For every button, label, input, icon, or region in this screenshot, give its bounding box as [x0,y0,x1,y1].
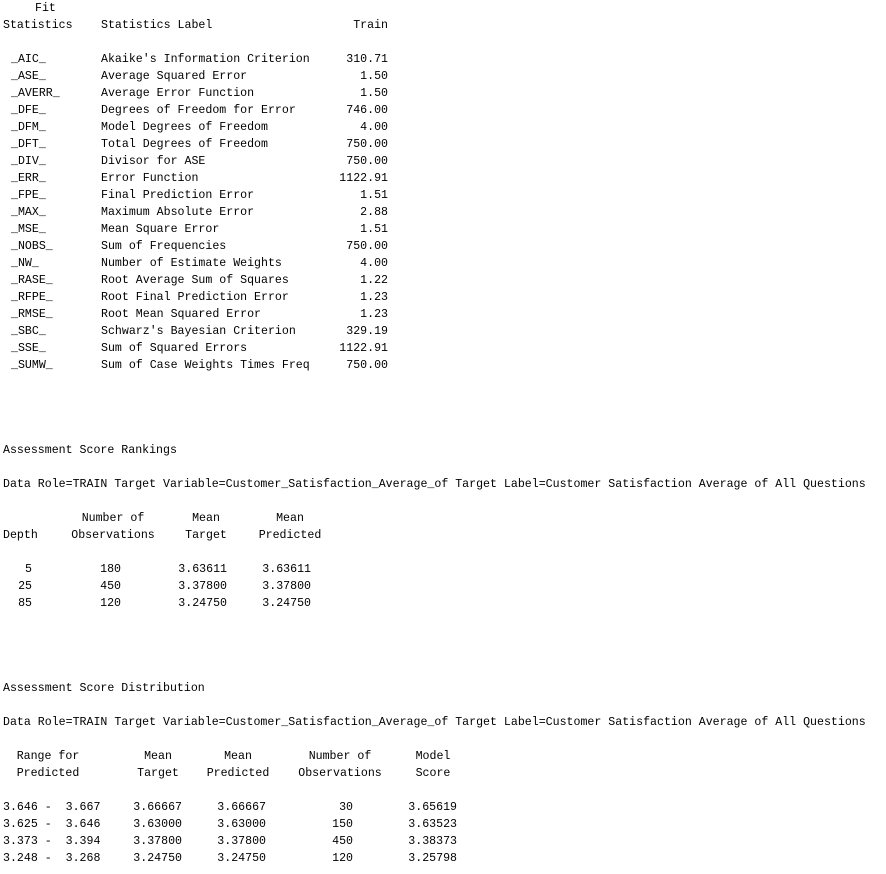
fit-stat-name: _RFPE_ [11,291,53,304]
rankings-depth-value: 5 [25,563,32,576]
fit-stat-name: _NOBS_ [11,240,53,253]
fit-stat-name: _SUMW_ [11,359,53,372]
fit-stat-name: _ASE_ [11,70,46,83]
fit-stat-label: Sum of Squared Errors [101,342,248,355]
dist-mean-target-header: Mean [144,750,172,763]
fit-stat-train-value: 1122.91 [339,172,388,185]
dist-score-value: 3.25798 [408,852,457,865]
dist-mean-pred-value: 3.24750 [217,852,266,865]
fit-stat-train-value: 750.00 [346,359,388,372]
distribution-header-line2 [3,765,451,782]
fit-stat-label: Sum of Case Weights Times Freq [101,359,310,372]
fit-stat-train-value: 1.23 [360,291,388,304]
fit-stat-name: _AIC_ [11,53,46,66]
rankings-header-line1 [3,510,304,527]
dist-score-value: 3.65619 [408,801,457,814]
rankings-mean-pred-value: 3.63611 [262,563,311,576]
distribution-header-line1 [3,748,451,765]
dist-range-header: Range for [16,750,80,763]
rankings-mean-pred-header: Mean [276,512,304,525]
fit-stat-label: Average Squared Error [101,70,248,83]
fit-stat-name: _SBC_ [11,325,46,338]
rankings-depth-value: 25 [18,580,32,593]
fit-label-header: Statistics Label [101,19,213,32]
rankings-depth-header: Depth [3,529,38,542]
dist-score-value: 3.63523 [408,818,457,831]
fit-stat-label: Root Mean Squared Error [101,308,262,321]
rankings-header-line2 [3,527,322,544]
rankings-data-role [3,476,866,493]
fit-stat-label: Error Function [101,172,199,185]
dist-mean-target-value: 3.24750 [133,852,182,865]
fit-stat-label: Schwarz's Bayesian Criterion [101,325,296,338]
dist-range-header: Predicted [16,767,80,780]
dist-mean-target-value: 3.37800 [133,835,182,848]
rankings-obs-value: 180 [100,563,121,576]
fit-stat-train-value: 1.23 [360,308,388,321]
fit-stat-train-value: 1.51 [360,189,388,202]
rankings-mean-target-value: 3.37800 [178,580,227,593]
dist-score-header: Model [415,750,451,763]
fit-stat-train-value: 2.88 [360,206,388,219]
fit-stat-label: Model Degrees of Freedom [101,121,268,134]
fit-train-header: Train [353,19,388,32]
fit-stat-label: Total Degrees of Freedom [101,138,268,151]
rankings-data-role-text: Data Role=TRAIN Target Variable=Customer_Satisfaction_Average_of Target Label=Customer Satisfaction Average of All Questions [3,478,866,491]
dist-mean-pred-value: 3.63000 [217,818,266,831]
rankings-depth-value: 85 [18,597,32,610]
dist-mean-pred-header: Mean [224,750,252,763]
fit-stat-header: Statistics [3,19,73,32]
dist-mean-target-value: 3.63000 [133,818,182,831]
fit-stat-name: _DFM_ [11,121,46,134]
rankings-mean-pred-header: Predicted [258,529,322,542]
dist-mean-pred-value: 3.37800 [217,835,266,848]
dist-range-value: 3.625 - 3.646 [3,818,101,831]
fit-stat-name: _MSE_ [11,223,46,236]
fit-stat-label: Akaike's Information Criterion [101,53,310,66]
fit-stat-label: Average Error Function [101,87,255,100]
rankings-mean-pred-value: 3.37800 [262,580,311,593]
dist-range-value: 3.646 - 3.667 [3,801,101,814]
fit-stat-label: Maximum Absolute Error [101,206,255,219]
fit-stat-name: _DIV_ [11,155,46,168]
fit-stat-name: _DFE_ [11,104,46,117]
distribution-data-role [3,714,866,731]
fit-stat-label: Divisor for ASE [101,155,206,168]
fit-stat-train-value: 1.22 [360,274,388,287]
rankings-mean-pred-value: 3.24750 [262,597,311,610]
dist-obs-value: 120 [332,852,353,865]
rankings-obs-header: Number of [81,512,145,525]
dist-range-value: 3.248 - 3.268 [3,852,101,865]
rankings-obs-header: Observations [71,529,155,542]
fit-stat-label: Final Prediction Error [101,189,255,202]
rankings-title-text: Assessment Score Rankings [3,444,177,457]
distribution-title-text: Assessment Score Distribution [3,682,205,695]
fit-stat-train-value: 1.50 [360,70,388,83]
fit-stat-train-value: 329.19 [346,325,388,338]
rankings-mean-target-value: 3.63611 [178,563,227,576]
rankings-obs-value: 120 [100,597,121,610]
dist-mean-target-value: 3.66667 [133,801,182,814]
rankings-title [3,442,177,459]
fit-stat-train-value: 4.00 [360,257,388,270]
dist-obs-header: Number of [308,750,372,763]
dist-obs-value: 450 [332,835,353,848]
fit-stat-label: Mean Square Error [101,223,220,236]
fit-stat-label: Root Final Prediction Error [101,291,289,304]
rankings-mean-target-header: Mean [192,512,220,525]
fit-stat-label: Root Average Sum of Squares [101,274,289,287]
fit-stat-train-value: 746.00 [346,104,388,117]
fit-stat-train-value: 310.71 [346,53,388,66]
fit-stat-train-value: 750.00 [346,155,388,168]
fit-stat-header: Fit [35,2,56,15]
dist-range-value: 3.373 - 3.394 [3,835,101,848]
fit-stat-train-value: 750.00 [346,138,388,151]
fit-stat-label: Degrees of Freedom for Error [101,104,296,117]
fit-stat-name: _MAX_ [11,206,46,219]
dist-score-header: Score [415,767,451,780]
rankings-mean-target-value: 3.24750 [178,597,227,610]
fit-stat-label: Sum of Frequencies [101,240,227,253]
rankings-obs-value: 450 [100,580,121,593]
fit-stat-name: _RASE_ [11,274,53,287]
dist-obs-value: 150 [332,818,353,831]
fit-stat-name: _RMSE_ [11,308,53,321]
fit-stat-label: Number of Estimate Weights [101,257,282,270]
fit-stat-train-value: 750.00 [346,240,388,253]
rankings-mean-target-header: Target [185,529,227,542]
dist-obs-header: Observations [298,767,382,780]
dist-score-value: 3.38373 [408,835,457,848]
fit-stat-name: _DFT_ [11,138,46,151]
fit-stat-train-value: 1122.91 [339,342,388,355]
dist-obs-value: 30 [339,801,353,814]
distribution-data-role-text: Data Role=TRAIN Target Variable=Customer_Satisfaction_Average_of Target Label=Customer Satisfaction Average of All Questions [3,716,866,729]
fit-stats-header-line1 [3,0,56,17]
distribution-title [3,680,205,697]
fit-stat-train-value: 1.50 [360,87,388,100]
sas-output-listing [3,0,883,874]
dist-mean-target-header: Target [137,767,179,780]
fit-stat-name: _SSE_ [11,342,46,355]
fit-stat-train-value: 1.51 [360,223,388,236]
dist-mean-pred-header: Predicted [206,767,270,780]
fit-stat-name: _NW_ [11,257,39,270]
fit-stat-train-value: 4.00 [360,121,388,134]
fit-stat-name: _ERR_ [11,172,46,185]
fit-stat-name: _FPE_ [11,189,46,202]
fit-stats-header-line2 [3,17,388,34]
dist-mean-pred-value: 3.66667 [217,801,266,814]
fit-stat-name: _AVERR_ [11,87,60,100]
